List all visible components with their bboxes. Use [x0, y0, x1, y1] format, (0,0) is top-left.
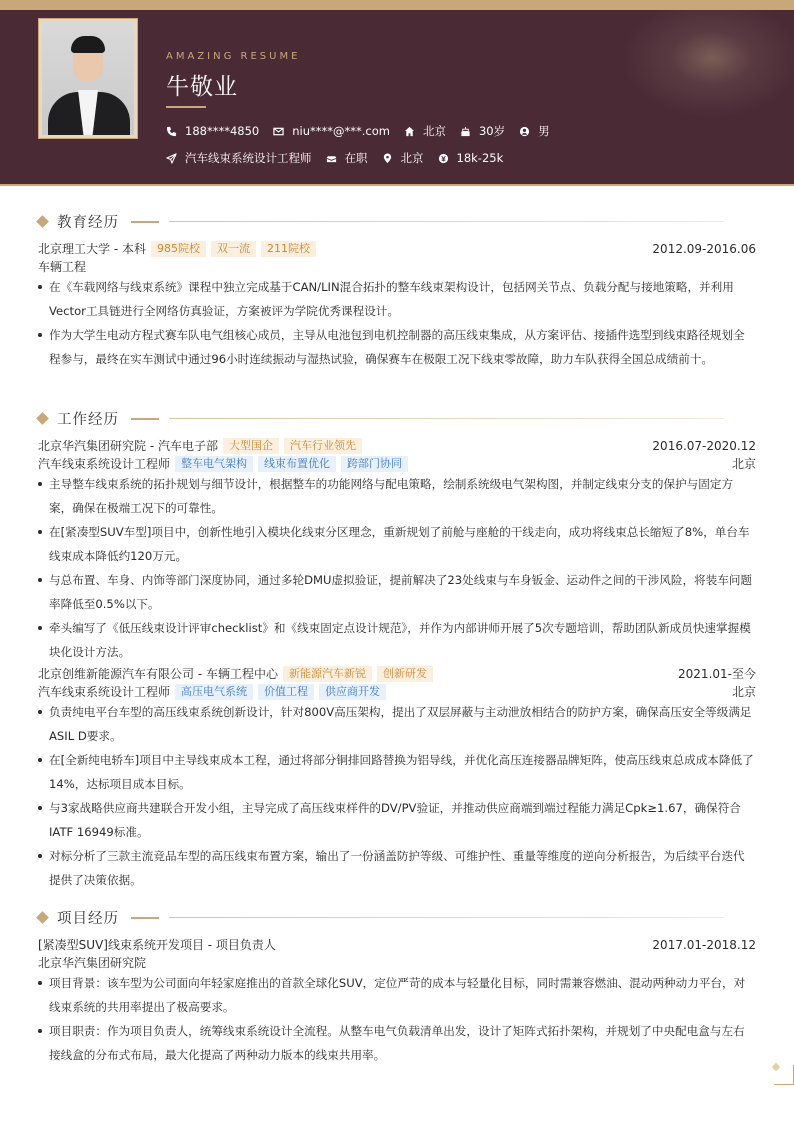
work-company-row: [38, 437, 756, 454]
job-intent-row: [166, 150, 517, 166]
work-title-row: [38, 455, 756, 472]
top-accent-bar: [0, 0, 794, 10]
briefcase-icon: [326, 153, 337, 164]
list-item: 项目职责：作为项目负责人，统筹线束系统设计全流程。从整车电气负载清单出发，设计了矩阵式拓扑架构，并规划了中央配电盒与左右接线盒的分布式布局，最大化提高了两种动力版本的线束共用率。: [38, 1019, 756, 1067]
work-date: 2021.01-至今: [678, 667, 756, 681]
project-bullets: [38, 971, 756, 1067]
company-tag: 汽车行业领先: [284, 438, 362, 454]
salary-item: [438, 151, 504, 165]
gender-item: [519, 123, 550, 139]
work-city: 北京: [731, 457, 756, 471]
resume-tagline: AMAZING RESUME: [166, 51, 301, 62]
job-title: 汽车线束系统设计工程师: [38, 685, 171, 699]
work-bullets: [38, 472, 756, 664]
list-item: 负责纯电平台车型的高压线束系统创新设计，针对800V高压架构，提出了双层屏蔽与主动泄放相结合的防护方案，确保高压安全等级满足ASIL D要求。: [38, 700, 756, 748]
list-item: 在[全新纯电轿车]项目中主导线束成本工程，通过将部分铜排回路替换为铝导线，并优化高压连接器品牌矩阵，使高压线束总成成本降低了14%，达标项目成本目标。: [38, 748, 756, 796]
phone-item: [166, 124, 259, 138]
status-text: 在职: [344, 151, 368, 165]
project-heading: 项目经历: [57, 911, 119, 927]
skill-tag: 高压电气系统: [175, 684, 253, 700]
skill-tag: 价值工程: [258, 684, 314, 700]
diamond-icon: [36, 911, 49, 924]
company-tag: 大型国企: [223, 438, 279, 454]
target-city-item: [382, 150, 424, 166]
home-icon: [404, 126, 415, 137]
work-city: 北京: [731, 685, 756, 699]
gender-text: 男: [538, 124, 550, 138]
list-item: 项目背景：该车型为公司面向年轻家庭推出的首款全球化SUV，定位严苛的成本与轻量化目标，同时需兼容燃油、混动两种动力平台，对线束系统的共用率提出了极高要求。: [38, 971, 756, 1019]
contact-row: [166, 123, 564, 139]
school-tag: 双一流: [211, 241, 256, 257]
work-heading: 工作经历: [57, 412, 119, 428]
location-pin-icon: [382, 153, 393, 164]
email-text: niu****@***.com: [292, 124, 390, 138]
school-tag: 211院校: [261, 241, 316, 257]
company-name: 北京华汽集团研究院 - 汽车电子部: [38, 439, 218, 453]
work-bullets: [38, 700, 756, 892]
work-title-row: [38, 683, 756, 700]
company-tag: 创新研发: [377, 666, 433, 682]
age-text: 30岁: [478, 124, 506, 138]
list-item: 主导整车线束系统的拓扑规划与细节设计，根据整车的功能网络与配电策略，绘制系统级电气架构图，并制定线束分支的保护与固定方案，确保在极端工况下的可靠性。: [38, 472, 756, 520]
home-city-item: [404, 123, 446, 139]
cake-icon: [460, 126, 471, 137]
work-company-row: [38, 665, 756, 682]
profile-photo: [38, 18, 138, 139]
education-major-row: [38, 258, 756, 275]
skill-tag: 线束布置优化: [258, 456, 336, 472]
list-item: 对标分析了三款主流竞品车型的高压线束布置方案，输出了一份涵盖防护等级、可维护性、重量等维度的逆向分析报告，为后续平台迭代提供了决策依据。: [38, 844, 756, 892]
school-tag: 985院校: [151, 241, 206, 257]
work-section-title: [36, 408, 756, 429]
list-item: 牵头编写了《低压线束设计评审checklist》和《线束固定点设计规范》，并作为内部讲师开展了5次专题培训，帮助团队新成员快速掌握模块化设计方法。: [38, 616, 756, 664]
mail-icon: [273, 126, 284, 137]
education-date: 2012.09-2016.06: [652, 241, 756, 256]
phone-icon: [166, 126, 177, 137]
education-school-row: [38, 240, 756, 257]
company-tag: 新能源汽车新锐: [283, 666, 372, 682]
salary-text: 18k-25k: [456, 151, 504, 165]
skill-tag: 供应商开发: [319, 684, 386, 700]
job-title: 汽车线束系统设计工程师: [38, 457, 171, 471]
major-name: 车辆工程: [38, 260, 87, 274]
age-item: [460, 123, 505, 139]
work-date: 2016.07-2020.12: [652, 438, 756, 453]
project-org: 北京华汽集团研究院: [38, 956, 147, 970]
name-underline: [166, 106, 206, 108]
project-name-row: [38, 936, 756, 953]
project-org-row: [38, 954, 756, 971]
money-icon: [438, 153, 449, 164]
education-bullets: [38, 275, 756, 371]
resume-header: [0, 10, 794, 186]
education-heading: 教育经历: [57, 215, 119, 231]
target-position-item: [166, 150, 312, 166]
status-item: [326, 150, 368, 166]
list-item: 与3家战略供应商共建联合开发小组，主导完成了高压线束样件的DV/PV验证，并推动供应商端到端过程能力满足Cpk≥1.67，确保符合IATF 16949标准。: [38, 796, 756, 844]
list-item: 在《车载网络与线束系统》课程中独立完成基于CAN/LIN混合拓扑的整车线束架构设计，包括网关节点、负载分配与接地策略，并利用Vector工具链进行全网络仿真验证，方案被评为学院优秀课程设计。: [38, 275, 756, 323]
skill-tag: 整车电气架构: [175, 456, 253, 472]
project-section-title: [36, 907, 756, 928]
list-item: 作为大学生电动方程式赛车队电气组核心成员，主导从电池包到电机控制器的高压线束集成，从方案评估、接插件选型到线束路径规划全程参与，最终在实车测试中通过96小时连续振动与湿热试验，确保赛车在极限工况下线束零故障，助力车队获得全国总成绩前十。: [38, 323, 756, 371]
phone-text: 188****4850: [185, 124, 260, 138]
email-item: [273, 124, 390, 138]
project-name: [紧凑型SUV]线束系统开发项目 - 项目负责人: [38, 938, 276, 952]
send-icon: [166, 153, 177, 164]
list-item: 在[紧凑型SUV车型]项目中，创新性地引入模块化线束分区理念，重新规划了前舱与座舱的干线走向，成功将线束总长缩短了8%，单台车线束成本降低约120万元。: [38, 520, 756, 568]
candidate-name: 牛敬业: [166, 74, 238, 100]
project-date: 2017.01-2018.12: [652, 937, 756, 952]
education-section-title: [36, 211, 756, 232]
home-city-text: 北京: [422, 124, 446, 138]
company-name: 北京创维新能源汽车有限公司 - 车辆工程中心: [38, 667, 278, 681]
user-icon: [519, 126, 530, 137]
diamond-icon: [36, 215, 49, 228]
school-name: 北京理工大学 - 本科: [38, 242, 146, 256]
diamond-icon: [36, 412, 49, 425]
target-position-text: 汽车线束系统设计工程师: [185, 151, 312, 165]
target-city-text: 北京: [400, 151, 424, 165]
skill-tag: 跨部门协同: [341, 456, 408, 472]
list-item: 与总布置、车身、内饰等部门深度协同，通过多轮DMU虚拟验证，提前解决了23处线束与车身钣金、运动件之间的干涉风险，将装车问题率降低至0.5%以下。: [38, 568, 756, 616]
